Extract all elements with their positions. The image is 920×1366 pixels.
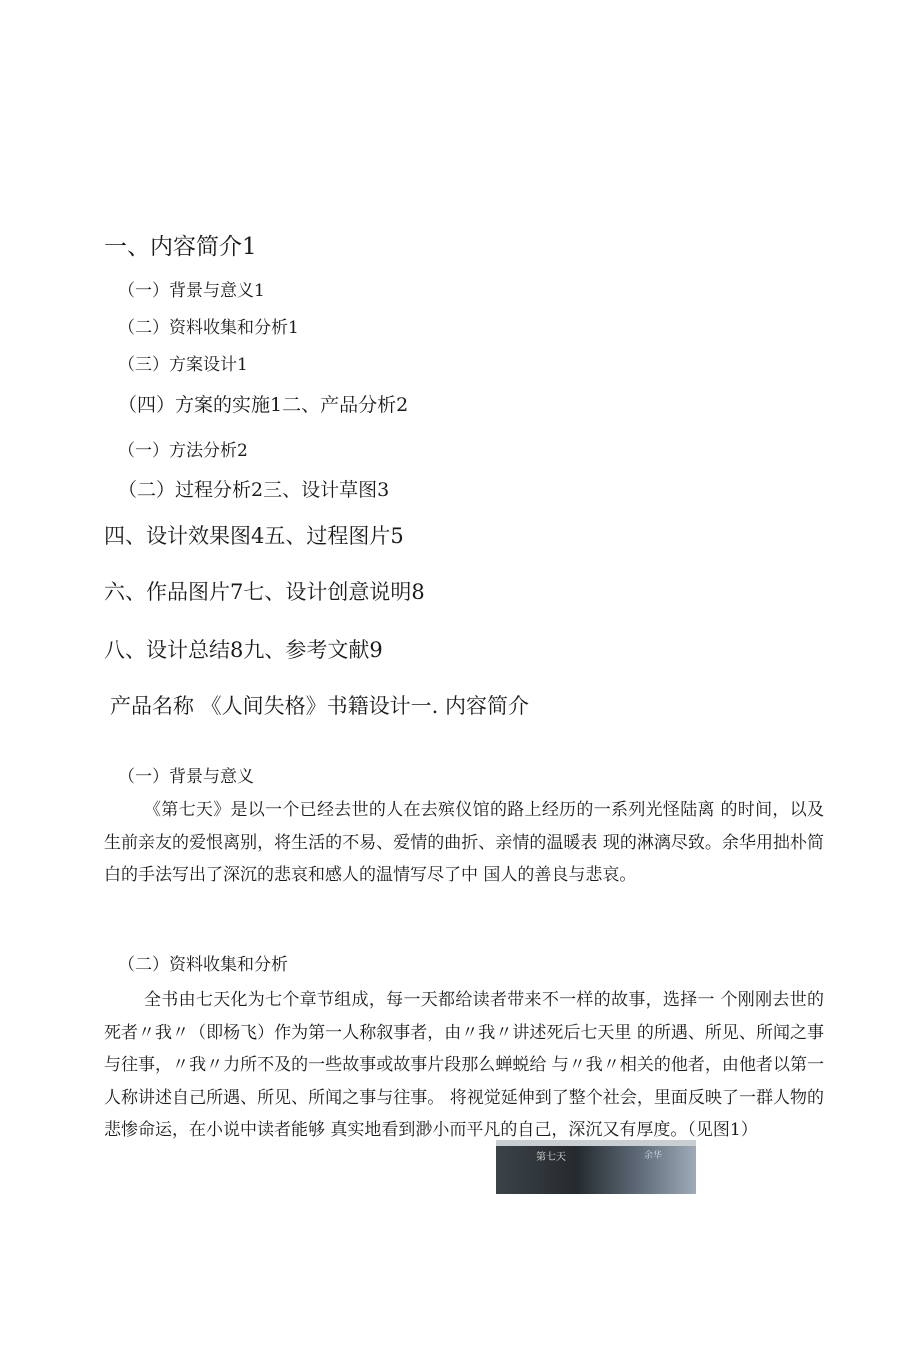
book-cover-image [496, 1140, 696, 1194]
toc-entry-1-2: （二）资料收集和分析1 [118, 318, 299, 338]
product-title-line: 产品名称 《人间失格》书籍设计一. 内容简介 [110, 694, 530, 718]
section-body-background: 《第七天》是以一个已经去世的人在去殡仪馆的路上经历的一系列光怪陆离 的时间，以及生前亲友的爱恨离别，将生活的不易、爱情的曲折、亲情的温暖表 现的淋漓尽致。余华用拙朴简白的手法写出了深沉的悲哀和感人的温情写尽了中 国人的善良与悲哀。 [104, 800, 824, 886]
section-body-materials: 全书由七天化为七个章节组成，每一天都给读者带来不一样的故事，选择一 个刚刚去世的死者〃我〃（即杨飞）作为第一人称叙事者，由〃我〃讲述死后七天里 的所遇、所见、所闻之事与往事，〃我〃力所不及的一些故事或故事片段那么蝉蜕给 与〃我〃相关的他者，由他者以第一人称讲述自己所遇、所见、所闻之事与往事。 将视觉延伸到了整个社会，里面反映了一群人物的悲惨命运，在小说中读者能够 真实地看到渺小而平凡的自己，深沉又有厚度。（见图1） [104, 990, 824, 1141]
toc-entry-8: 八、设计总结8九、参考文献9 [104, 638, 383, 662]
toc-entry-1-3: （三）方案设计1 [118, 355, 248, 375]
toc-entry-1-4: （四）方案的实施1二、产品分析2 [118, 394, 409, 416]
toc-entry-2-1: （一）方法分析2 [118, 441, 248, 461]
cover-top-band [496, 1140, 696, 1146]
toc-entry-6: 六、作品图片7七、设计创意说明8 [104, 580, 425, 604]
toc-entry-2-2: （二）过程分析2三、设计草图3 [118, 479, 390, 501]
section-heading-background: （一）背景与意义 [118, 767, 254, 787]
cover-title-text: 第七天 [536, 1152, 566, 1163]
toc-entry-1: 一、内容简介1 [104, 234, 257, 260]
toc-entry-1-1: （一）背景与意义1 [118, 281, 265, 301]
section-heading-materials: （二）资料收集和分析 [118, 955, 288, 975]
cover-author-text: 余华 [643, 1151, 662, 1161]
toc-entry-4: 四、设计效果图4五、过程图片5 [104, 524, 404, 548]
